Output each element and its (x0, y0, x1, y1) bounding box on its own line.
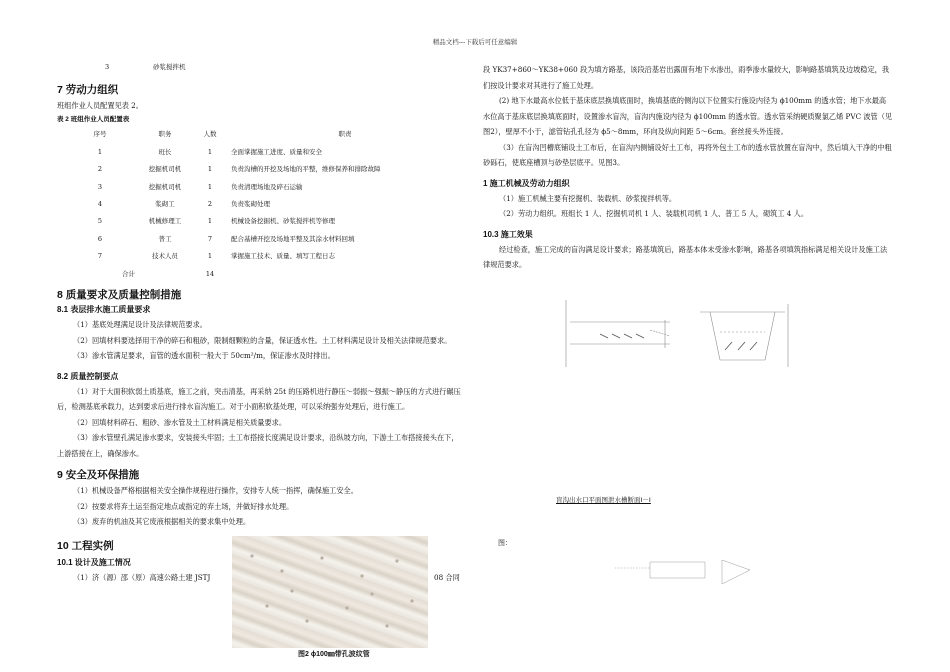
table-cell: 7 (97, 252, 103, 261)
right-para: (2) 地下水最高水位低于基床底层换填底面时，换填基底的侧沟以下位置实行施设内径为 ϕ100mm 的透水管；地下水最高水位高于基床底层换填底面时，设置渗水盲沟，盲沟内施设内径为 ϕ100mm 的透水管。透水管采纳硬质聚氯乙烯 PVC 波管（见图2），壁厚不小于，滤管钻孔孔径为 ϕ5～8mm，环向及纵向间距 5～6cm。套丝接头外连接。 (483, 96, 893, 136)
s101-line: （1）济（源）邵（原）高速公路土建 JSTJ (73, 572, 211, 582)
section-7-intro: 班组作业人员配置见表 2。 (57, 101, 143, 110)
table-cell: 2 (97, 165, 103, 174)
table-header-cell: 序号 (93, 130, 107, 139)
table-cell: 3 (97, 182, 103, 191)
page-header: 精品文档---下载后可任意编辑 (432, 38, 518, 46)
section-1-title: 1 施工机械及劳动力组织 (483, 178, 570, 188)
table-cell: 机械设备挖掘机、砂浆搅拌机等修理 (231, 217, 335, 226)
section-10-title: 10 工程实例 (57, 539, 114, 552)
section-101-title: 10.1 设计及施工情况 (57, 557, 131, 567)
outlet-plan-drawing (610, 556, 770, 596)
table-row (65, 196, 465, 213)
table-total-value: 14 (205, 269, 215, 278)
right-para: （3）在盲沟凹槽底铺设土工布后，在盲沟内侧铺设好土工布，再将外包土工布的透水管放置在盲沟中，然后填入干净的中粗砂砾石，使底座槽顶与砂垫层底平。见图3。 (483, 142, 892, 167)
section-9-title: 9 安全及环保措施 (57, 469, 140, 482)
figure-label: 图： (498, 539, 512, 547)
table-row (65, 161, 465, 178)
table-cell (135, 266, 195, 283)
left-column (57, 60, 465, 586)
table-cell: 1 (207, 252, 213, 261)
table-header-row (65, 127, 465, 144)
table-cell: 负责沟槽的开挖及场地的平整，维修保养和排除故障 (231, 165, 381, 174)
corrugated-pipe-photo (232, 536, 428, 648)
table-cell (225, 266, 465, 283)
table-cell: 1 (97, 147, 103, 156)
s1-item: （1）施工机械主要有挖掘机、装载机、砂浆搅拌机等。 (499, 193, 677, 203)
figure-3-caption: 盲沟出水口平面图泄水槽断面Ⅰ－Ⅰ (556, 497, 651, 504)
table-cell: 浆砌工 (155, 200, 175, 208)
table-cell: 配合基槽开挖及场地平整及其涂水材料回填 (231, 234, 355, 243)
s81-item: （2）回填材料要选择用干净的碎石和粗砂，限制细颗粒的含量，保证透水性。土工材料满足设计及相关法律规范要求。 (73, 335, 452, 345)
table-header-cell: 职责 (338, 130, 352, 139)
right-para: 段 YK37+860～YK38+060 段为填方路基，该段沿基岩出露面有地下水渗出，雨季渗水量较大，影响路基填筑及边坡稳定，我们按设计要求对其进行了施工处理。 (483, 65, 890, 90)
top-row (57, 60, 465, 76)
s9-item: （1）机械设备严格根据相关安全操作规程进行操作，安排专人统一指挥，确保施工安全。 (73, 486, 358, 496)
section-103-title: 10.3 施工效果 (483, 229, 533, 239)
section-82-title: 8.2 质量控制要点 (57, 371, 119, 381)
table-cell: 1 (207, 147, 213, 156)
section-81-title: 8.1 表层排水施工质量要求 (57, 305, 151, 315)
s103-para: 经过检查，施工完成的盲沟满足设计要求；路基填筑后，路基本体未受渗水影响，路基各项填筑指标满足相关设计及施工法律规范要求。 (483, 244, 888, 269)
table-row (65, 144, 465, 161)
table-cell: 技术人员 (152, 252, 178, 261)
table-cell: 7 (207, 234, 213, 243)
crew-table (65, 127, 465, 284)
s81-item: （1）基底处理满足设计及法律规范要求。 (73, 320, 207, 330)
table-cell: 挖掘机司机 (148, 165, 182, 174)
table-cell: 1 (207, 217, 213, 226)
table-row (65, 179, 465, 196)
section-7-title: 7 劳动力组织 (57, 84, 119, 96)
table-cell: 6 (97, 234, 103, 243)
table-cell: 2 (207, 200, 213, 208)
table-row (65, 213, 465, 230)
table-header-cell: 人数 (203, 130, 217, 139)
s82-item: （3）渗水管壁孔满足渗水要求，安装接头牢固；土工布搭接长度满足设计要求，沿纵坡方向，下游土工布搭接接头在下，上游搭接在上，确保渗水。 (57, 433, 459, 458)
table-cell: 负责浆砌处理 (231, 200, 270, 208)
table-row (65, 248, 465, 265)
section-8-title: 8 质量要求及质量控制措施 (57, 289, 182, 302)
table-cell: 5 (97, 217, 103, 226)
table-cell: 挖掘机司机 (148, 182, 182, 191)
table-header-cell: 职务 (158, 130, 172, 139)
blind-ditch-drawing (560, 292, 800, 382)
table-cell: 4 (97, 200, 103, 208)
table-cell: 掌握施工技术、质量、填写工程日志 (231, 252, 335, 261)
table-cell: 普工 (158, 234, 172, 243)
s82-item: （1）对于大面积软弱土质基底，施工之前，突击清基，再采纳 25t 的压路机进行静压～弱振～强振～静压的方式进行碾压后，检测基底承载力，达到要求后进行排水盲沟施工。对于小面积软基处理，可以采纳强夯处理后，进行施工。 (57, 386, 461, 412)
s81-item: （3）渗水管满足要求，盲管的透水面积一般大于 50cm²/m，保证渗水及时排出。 (73, 351, 335, 361)
table-cell: 班长 (158, 147, 172, 156)
table-cell: 机械修理工 (148, 217, 182, 226)
figure-2-caption: 图2 ϕ100㎜带孔波纹管 (298, 651, 370, 658)
table-total-label: 合计 (122, 269, 135, 278)
right-column (483, 62, 893, 273)
s1-item: （2）劳动力组织。班组长 1 人、挖掘机司机 1 人、装载机司机 1 人、普工 5 人，砌筑工 4 人。 (499, 209, 809, 218)
table-cell: 1 (207, 165, 213, 174)
s82-item: （2）回填材料碎石、粗砂、渗水管及土工材料满足相关质量要求。 (73, 417, 287, 427)
s9-item: （2）按要求将弃土运至指定地点或指定的弃土场，并做好排水处理。 (73, 501, 294, 511)
s101-tail: 08 合同 (434, 572, 460, 582)
table-cell: 负责清理场地及碎石运输 (231, 182, 303, 191)
top-row-num: 3 (105, 63, 110, 71)
table-cell: 全面掌握施工进度、质量和安全 (231, 147, 322, 156)
table-cell: 1 (207, 182, 213, 191)
top-row-name: 砂浆搅拌机 (153, 63, 186, 71)
table-2-caption: 表 2 班组作业人员配置表 (57, 115, 130, 123)
table-row (65, 231, 465, 248)
table-total-row (65, 266, 465, 283)
s9-item: （3）废弃的机油及其它废液根据相关的要求集中处理。 (73, 517, 251, 527)
